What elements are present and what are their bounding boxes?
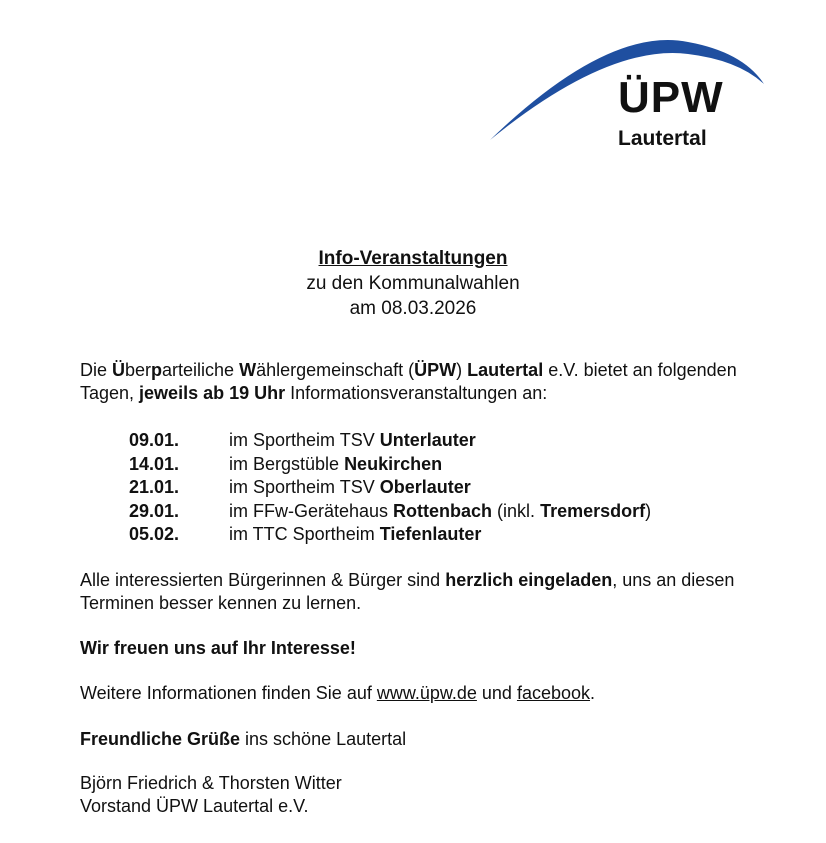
event-location: im Bergstüble Neukirchen	[229, 453, 443, 474]
event-list	[129, 429, 651, 547]
event-location: im Sportheim TSV Oberlauter	[229, 477, 471, 497]
event-row	[129, 453, 651, 477]
info-paragraph: Weitere Informationen finden Sie auf www.üpw.de und facebook.	[80, 683, 596, 703]
signature-title: Vorstand ÜPW Lautertal e.V.	[80, 796, 309, 816]
heading-date: am 08.03.2026	[349, 298, 477, 319]
event-row	[129, 476, 651, 500]
event-date: 29.01.	[129, 500, 180, 521]
facebook-link[interactable]: facebook	[516, 683, 591, 703]
signature-names: Björn Friedrich & Thorsten Witter	[80, 773, 342, 793]
event-date: 09.01.	[129, 430, 180, 450]
event-heading	[0, 246, 826, 321]
event-row	[129, 523, 651, 547]
invite-paragraph: Alle interessierten Bürgerinnen & Bürger sind herzlich eingeladen, uns an diesen Terminen besser kennen zu lernen.	[80, 570, 735, 613]
event-date: 14.01.	[129, 453, 180, 474]
website-link[interactable]: www.üpw.de	[376, 683, 477, 703]
greeting: Freundliche Grüße ins schöne Lautertal	[80, 729, 407, 749]
signature	[80, 772, 760, 818]
closing-interest: Wir freuen uns auf Ihr Interesse!	[80, 638, 356, 658]
event-date: 21.01.	[129, 477, 180, 497]
event-location: im FFw-Gerätehaus Rottenbach (inkl. Tremersdorf)	[229, 500, 652, 521]
logo-subtitle: Lautertal	[618, 127, 707, 150]
event-row	[129, 429, 651, 453]
event-location: im TTC Sportheim Tiefenlauter	[229, 524, 482, 544]
heading-subtitle: zu den Kommunalwahlen	[306, 273, 520, 294]
event-location: im Sportheim TSV Unterlauter	[229, 430, 476, 450]
heading-title: Info-Veranstaltungen	[318, 248, 508, 269]
intro-paragraph: Die Überparteiliche Wählergemeinschaft (ÜPW) Lautertal e.V. bietet an folgenden Tagen, jeweils ab 19 Uhr Informationsveranstaltungen an:	[80, 360, 737, 403]
logo	[488, 36, 768, 156]
logo-title: ÜPW	[618, 73, 724, 122]
event-date: 05.02.	[129, 524, 180, 544]
event-row	[129, 500, 651, 524]
